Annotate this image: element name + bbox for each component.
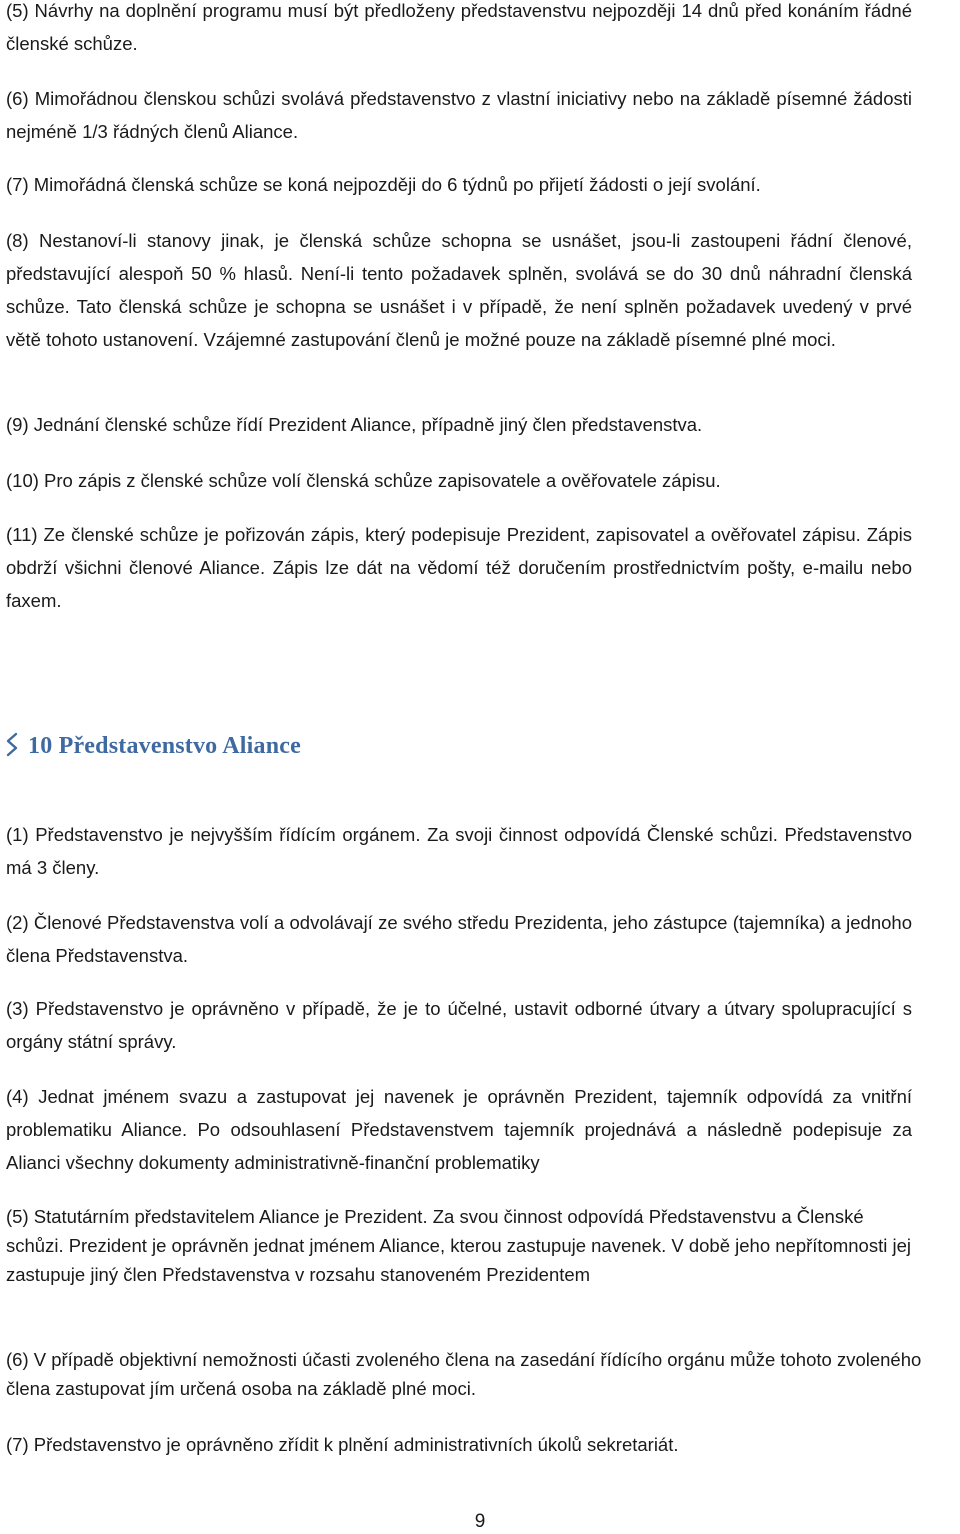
paragraph-7-top: (7) Mimořádná členská schůze se koná nejpozději do 6 týdnů po přijetí žádosti o její svolání.: [6, 174, 761, 195]
section-heading: [4, 728, 301, 764]
paragraph-11-top: (11) Ze členské schůze je pořizován zápis, který podepisuje Prezident, zapisovatel a ověřovatel zápisu. Zápis obdrží všichni členové Aliance. Zápis lze dát na vědomí též doručením prostřednictvím pošty, e-mailu nebo faxem.: [6, 524, 912, 611]
paragraph-5-section: (5) Statutárním představitelem Aliance je Prezident. Za svou činnost odpovídá Představenstvu a Členské schůzi. Prezident je oprávněn jednat jménem Aliance, kterou zastupuje navenek. V době jeho nepřítomnosti jej zastupuje jiný člen Představenstva v rozsahu stanoveném Prezidentem: [6, 1206, 911, 1285]
paragraph-7-section: (7) Představenstvo je oprávněno zřídit k plnění administrativních úkolů sekretariát.: [6, 1434, 679, 1455]
paragraph-5-top: (5) Návrhy na doplnění programu musí být předloženy představenstvu nejpozději 14 dnů před konáním řádné členské schůze.: [6, 0, 912, 54]
section-heading-text: 10 Představenstvo Aliance: [28, 732, 301, 759]
paragraph-6-top: (6) Mimořádnou členskou schůzi svolává představenstvo z vlastní iniciativy nebo na základě písemné žádosti nejméně 1/3 řádných členů Aliance.: [6, 88, 912, 142]
page-number: 9: [474, 1511, 486, 1532]
paragraph-2-section: (2) Členové Představenstva volí a odvolávají ze svého středu Prezidenta, jeho zástupce (tajemníka) a jednoho člena Představenstva.: [6, 912, 912, 966]
paragraph-4-section: (4) Jednat jménem svazu a zastupovat jej navenek je oprávněn Prezident, tajemník odpovídá za vnitřní problematiku Aliance. Po odsouhlasení Představenstvem tajemník projednává a následně podepisuje za Alianci všechny dokumenty administrativně-finanční problematiky: [6, 1086, 912, 1173]
paragraph-3-section: (3) Představenstvo je oprávněno v případě, že je to účelné, ustavit odborné útvary a útvary spolupracující s orgány státní správy.: [6, 998, 912, 1052]
paragraph-8-top: (8) Nestanoví-li stanovy jinak, je členská schůze schopna se usnášet, jsou-li zastoupeni řádní členové, představující alespoň 50 % hlasů. Není-li tento požadavek splněn, svolává se do 30 dnů náhradní členská schůze. Tato členská schůze je schopna se usnášet i v případě, že není splněn požadavek uvedený v prvé větě tohoto ustanovení. Vzájemné zastupování členů je možné pouze na základě písemné plné moci.: [6, 230, 912, 350]
paragraph-6-section: (6) V případě objektivní nemožnosti účasti zvoleného člena na zasedání řídícího orgánu může tohoto zvoleného člena zastupovat jím určená osoba na základě plné moci.: [6, 1349, 922, 1399]
paragraph-1-section: (1) Představenstvo je nejvyšším řídícím orgánem. Za svoji činnost odpovídá Členské schůzi. Představenstvo má 3 členy.: [6, 824, 912, 878]
paragraph-9-top: (9) Jednání členské schůze řídí Prezident Aliance, případně jiný člen představenstva.: [6, 414, 703, 435]
section-marker-icon: [4, 732, 20, 760]
paragraph-10-top: (10) Pro zápis z členské schůze volí členská schůze zapisovatele a ověřovatele zápisu.: [6, 470, 721, 491]
